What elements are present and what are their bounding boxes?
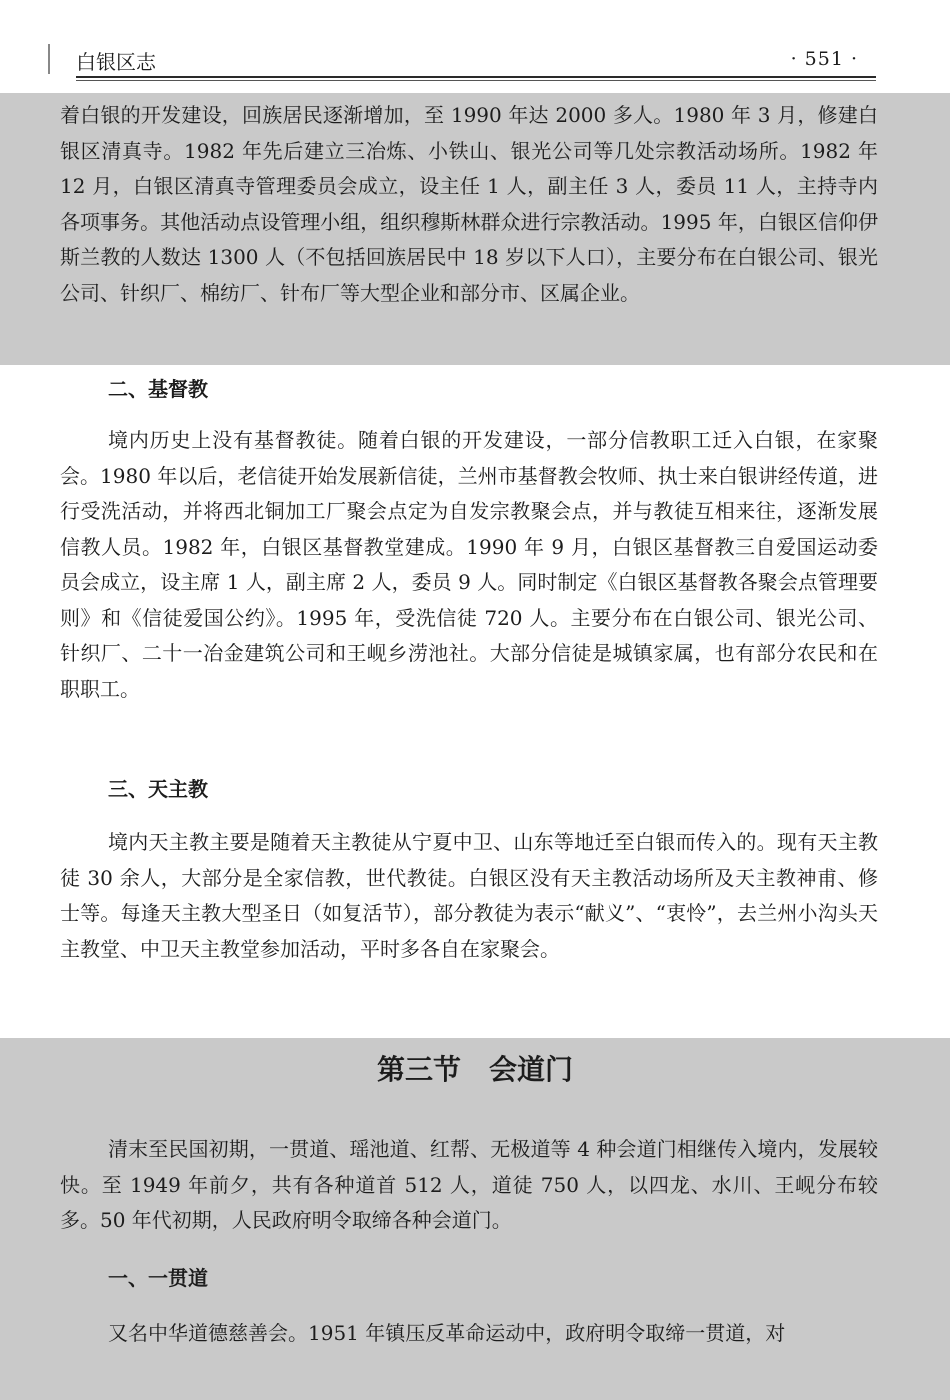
heading-christianity: 二、基督教 — [108, 377, 208, 401]
section-title: 第三节 会道门 — [376, 1053, 573, 1086]
book-title: 白银区志 — [76, 50, 156, 74]
heading-yiguandao: 一、一贯道 — [108, 1266, 208, 1290]
paragraph-yiguandao: 又名中华道德慈善会。1951 年镇压反革命运动中，政府明令取缔一贯道，对 — [108, 1321, 786, 1345]
gutter-mark — [48, 44, 50, 74]
paragraph-sects: 清末至民国初期，一贯道、瑶池道、红帮、无极道等 4 种会道门相继传入境内，发展较快。至 1949 年前夕，共有各种道首 512 人，道徒 750 人，以四龙、水川、王岘分布较多。50 年代初期，人民政府明令取缔各种会道门。 — [60, 1137, 878, 1232]
running-header — [76, 44, 876, 78]
paragraph-catholicism: 境内天主教主要是随着天主教徒从宁夏中卫、山东等地迁至白银而传入的。现有天主教徒 30 余人，大部分是全家信教，世代教徒。白银区没有天主教活动场所及天主教神甫、修士等。每逢天主教大型圣日（如复活节），部分教徒为表示“献义”、“衷怜”，去兰州小沟头天主教堂、中卫天主教堂参加活动，平时多各自在家聚会。 — [60, 830, 878, 961]
paragraph-islam-continued: 着白银的开发建设，回族居民逐渐增加，至 1990 年达 2000 多人。1980 年 3 月，修建白银区清真寺。1982 年先后建立三冶炼、小铁山、银光公司等几处宗教活动场所。1982 年 12 月，白银区清真寺管理委员会成立，设主任 1 人，副主任 3 人，委员 11 人，主持寺内各项事务。其他活动点设管理小组，组织穆斯林群众进行宗教活动。1995 年，白银区信仰伊斯兰教的人数达 1300 人（不包括回族居民中 18 岁以下人口），主要分布在白银公司、银光公司、针织厂、棉纺厂、针布厂等大型企业和部分市、区属企业。 — [60, 103, 878, 305]
page-number: · 551 · — [790, 48, 858, 70]
header-rule — [76, 80, 876, 81]
heading-catholicism: 三、天主教 — [108, 777, 208, 801]
paragraph-christianity: 境内历史上没有基督教徒。随着白银的开发建设，一部分信教职工迁入白银，在家聚会。1980 年以后，老信徒开始发展新信徒，兰州市基督教会牧师、执士来白银讲经传道，进行受洗活动，并将西北铜加工厂聚会点定为自发宗教聚会点，并与教徒互相来往，逐渐发展信教人员。1982 年，白银区基督教堂建成。1990 年 9 月，白银区基督教三自爱国运动委员会成立，设主席 1 人，副主席 2 人，委员 9 人。同时制定《白银区基督教各聚会点管理要则》和《信徒爱国公约》。1995 年，受洗信徒 720 人。主要分布在白银公司、银光公司、针织厂、二十一冶金建筑公司和王岘乡涝池社。大部分信徒是城镇家属，也有部分农民和在职职工。 — [60, 428, 878, 701]
